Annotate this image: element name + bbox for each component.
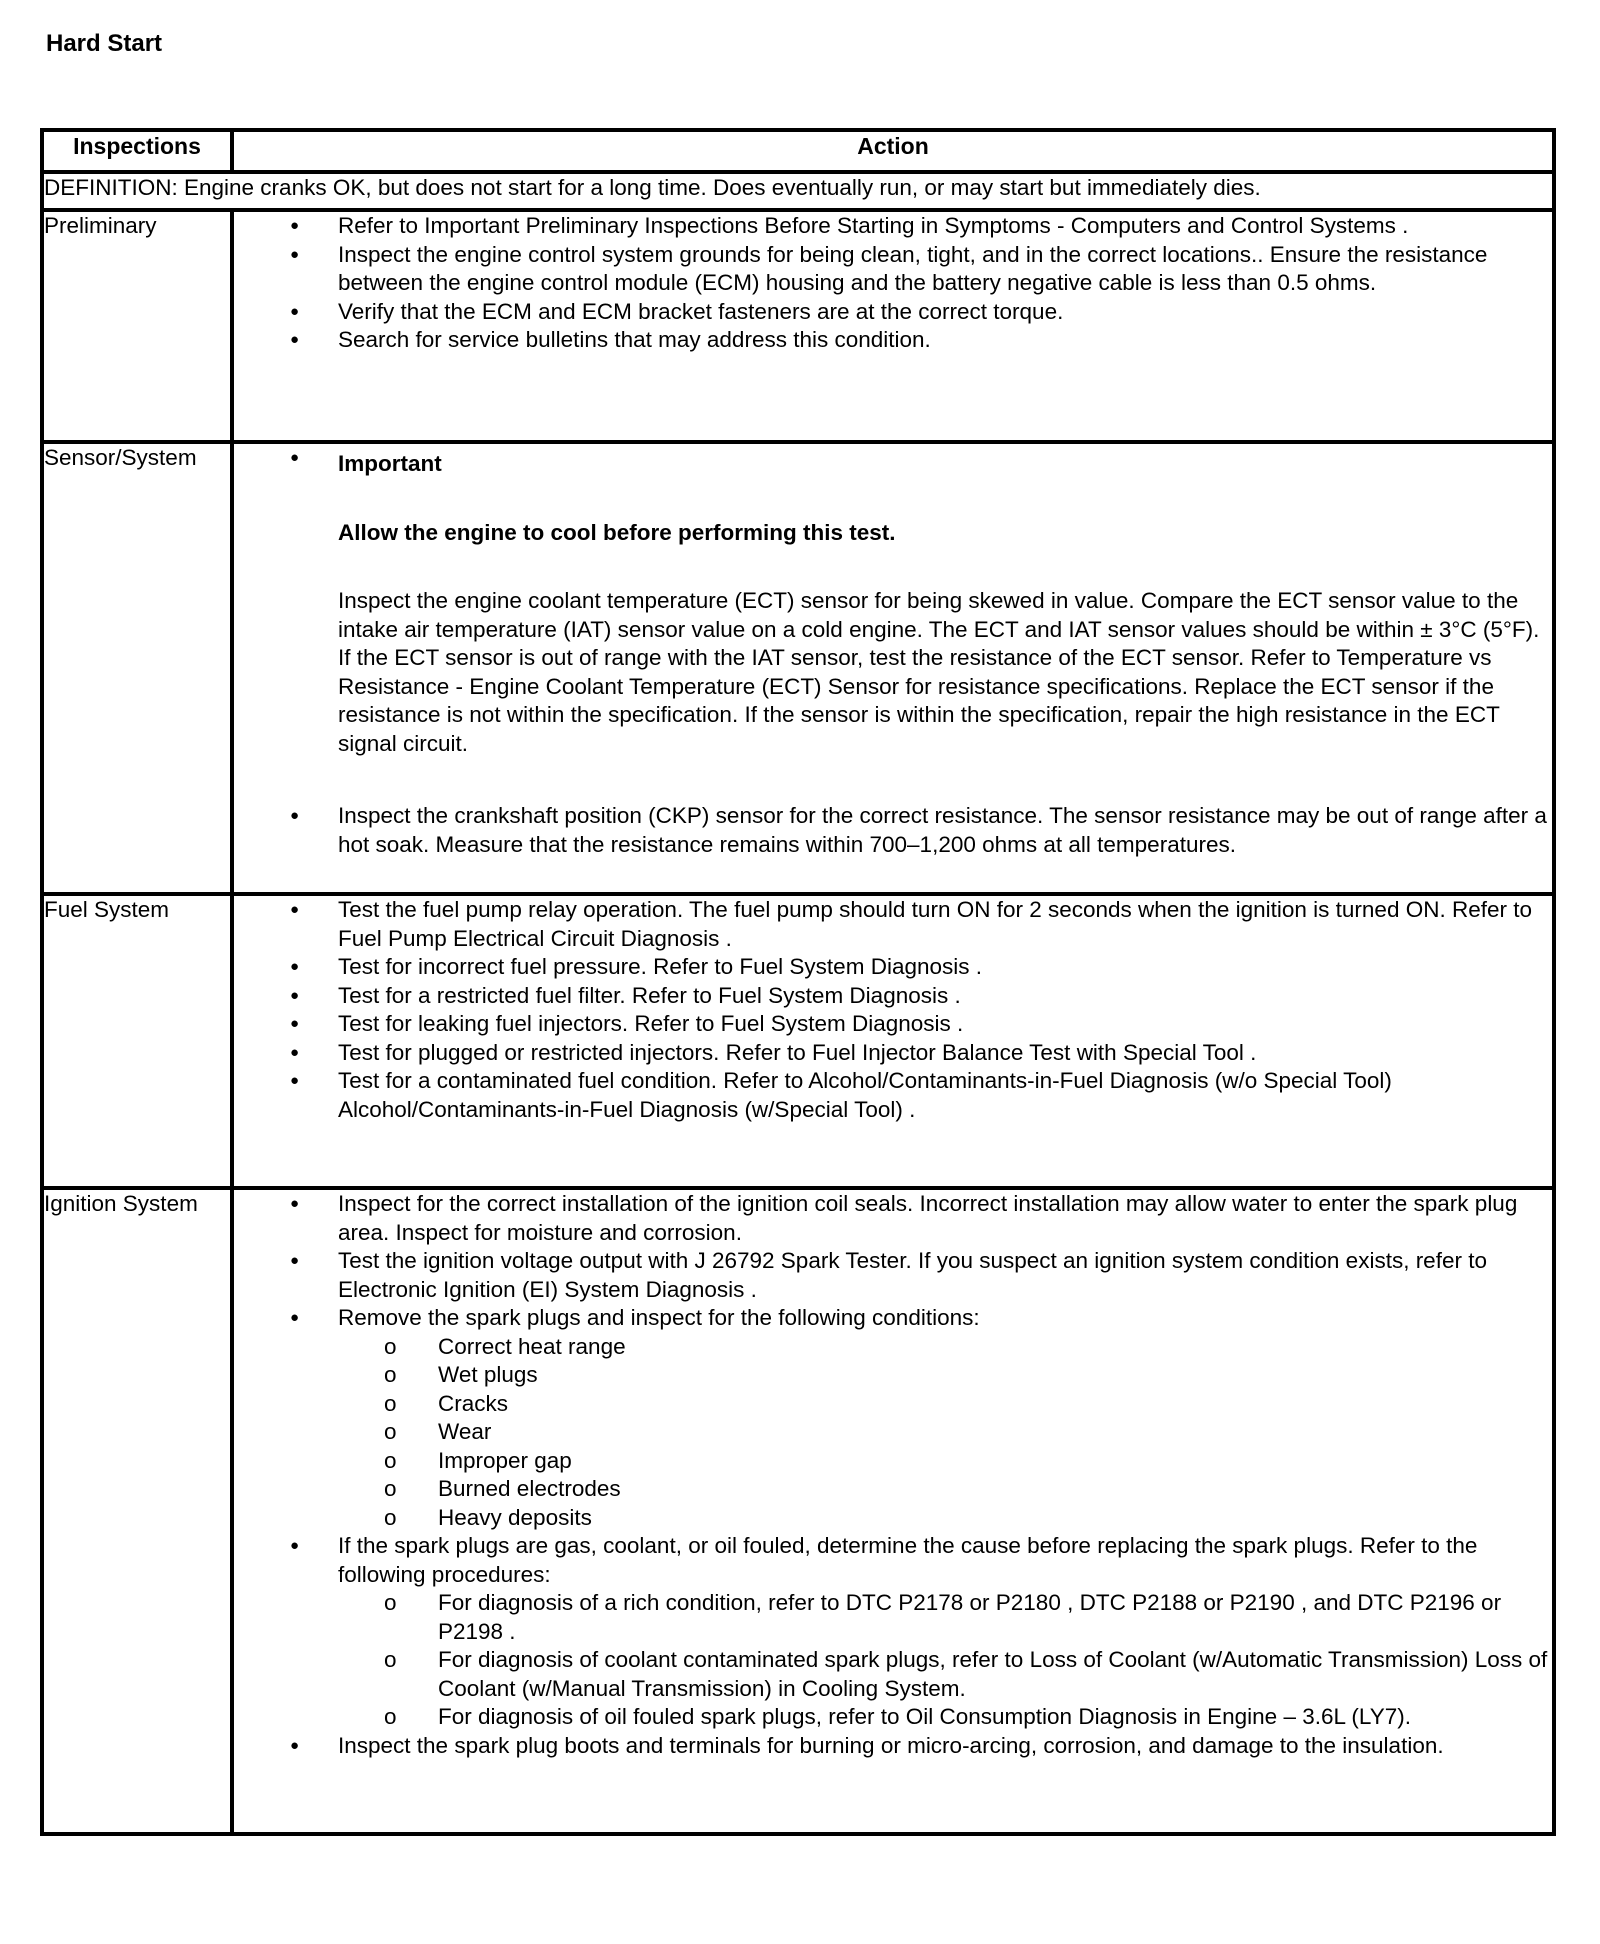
sub-list-item: o Wet plugs	[338, 1361, 1552, 1390]
conditions-sublist	[338, 1333, 1552, 1533]
row-label-sensor-system: Sensor/System	[42, 442, 232, 894]
list-item: ● Test the fuel pump relay operation. The fuel pump should turn ON for 2 seconds when the ignition is turned ON. Refer to Fuel Pump Electrical Circuit Diagnosis .	[234, 896, 1552, 953]
list-item: ● Inspect the crankshaft position (CKP) sensor for the correct resistance. The sensor resistance may be out of range after a hot soak. Measure that the resistance remains within 700–1,200 ohms at all temperatures.	[234, 802, 1552, 859]
list-item: ● Search for service bulletins that may address this condition.	[234, 326, 1552, 355]
list-item: ● Test for a restricted fuel filter. Refer to Fuel System Diagnosis .	[234, 982, 1552, 1011]
list-item-text: ● Remove the spark plugs and inspect for the following conditions:	[338, 1305, 980, 1330]
row-actions-ignition-system	[232, 1188, 1554, 1834]
table-row-sensor-system	[42, 442, 1554, 894]
list-item: ● Inspect for the correct installation of the ignition coil seals. Incorrect installation may allow water to enter the spark plug area. Inspect for moisture and corrosion.	[234, 1190, 1552, 1247]
header-inspections: Inspections	[42, 130, 232, 172]
preliminary-list	[234, 212, 1552, 355]
important-note: Allow the engine to cool before performing this test.	[338, 519, 896, 545]
list-item: ● Verify that the ECM and ECM bracket fasteners are at the correct torque.	[234, 298, 1552, 327]
row-label-fuel-system: Fuel System	[42, 894, 232, 1188]
sub-list-item: o Cracks	[338, 1390, 1552, 1419]
list-item	[234, 444, 1552, 802]
definition-text: DEFINITION: Engine cranks OK, but does not start for a long time. Does eventually run, or may start but immediately dies.	[42, 172, 1554, 210]
sub-list-item: o Improper gap	[338, 1447, 1552, 1476]
table-row-preliminary	[42, 210, 1554, 442]
list-item: ● Test for leaking fuel injectors. Refer to Fuel System Diagnosis .	[234, 1010, 1552, 1039]
table-row-fuel-system	[42, 894, 1554, 1188]
list-item: ● Test for plugged or restricted injectors. Refer to Fuel Injector Balance Test with Special Tool .	[234, 1039, 1552, 1068]
list-item: ● Inspect the spark plug boots and terminals for burning or micro-arcing, corrosion, and damage to the insulation.	[234, 1732, 1552, 1761]
sub-list-item: o For diagnosis of coolant contaminated spark plugs, refer to Loss of Coolant (w/Automatic Transmission) Loss of Coolant (w/Manual Transmission) in Cooling System.	[338, 1646, 1552, 1703]
sensor-list	[234, 444, 1552, 859]
list-item: ● Test for a contaminated fuel condition. Refer to Alcohol/Contaminants-in-Fuel Diagnosis (w/o Special Tool) Alcohol/Contaminants-in-Fuel Diagnosis (w/Special Tool) .	[234, 1067, 1552, 1124]
list-item	[234, 1304, 1552, 1532]
sub-list-item: o Burned electrodes	[338, 1475, 1552, 1504]
procedures-sublist	[338, 1589, 1552, 1732]
list-item	[234, 1532, 1552, 1732]
list-item: ● Test for incorrect fuel pressure. Refer to Fuel System Diagnosis .	[234, 953, 1552, 982]
list-item: ● Inspect the engine control system grounds for being clean, tight, and in the correct locations.. Ensure the resistance between the engine control module (ECM) housing and the battery negative cable is less than 0.5 ohms.	[234, 241, 1552, 298]
page-title: Hard Start	[46, 30, 163, 57]
row-label-preliminary: Preliminary	[42, 210, 232, 442]
sub-list-item: o Wear	[338, 1418, 1552, 1447]
list-item: ● Refer to Important Preliminary Inspections Before Starting in Symptoms - Computers and Control Systems .	[234, 212, 1552, 241]
sub-list-item: o For diagnosis of a rich condition, refer to DTC P2178 or P2180 , DTC P2188 or P2190 , and DTC P2196 or P2198 .	[338, 1589, 1552, 1646]
diagnosis-table	[40, 128, 1556, 1836]
table-row-ignition-system	[42, 1188, 1554, 1834]
definition-row	[42, 172, 1554, 210]
important-label: ● Important	[338, 451, 442, 476]
row-actions-preliminary	[232, 210, 1554, 442]
sub-list-item: o Correct heat range	[338, 1333, 1552, 1362]
ect-inspection-text: Inspect the engine coolant temperature (ECT) sensor for being skewed in value. Compare the ECT sensor value to the intake air temperature (IAT) sensor value on a cold engine. The ECT and IAT sensor values should be within ± 3°C (5°F). If the ECT sensor is out of range with the IAT sensor, test the resistance of the ECT sensor. Refer to Temperature vs Resistance - Engine Coolant Temperature (ECT) Sensor for resistance specifications. Replace the ECT sensor if the resistance is not within the specification. If the sensor is within the specification, repair the high resistance in the ECT signal circuit.	[338, 588, 1540, 756]
row-actions-fuel-system	[232, 894, 1554, 1188]
row-actions-sensor-system	[232, 442, 1554, 894]
list-item: ● Test the ignition voltage output with J 26792 Spark Tester. If you suspect an ignition system condition exists, refer to Electronic Ignition (EI) System Diagnosis .	[234, 1247, 1552, 1304]
sub-list-item: o Heavy deposits	[338, 1504, 1552, 1533]
header-row	[42, 130, 1554, 172]
sub-list-item: o For diagnosis of oil fouled spark plugs, refer to Oil Consumption Diagnosis in Engine – 3.6L (LY7).	[338, 1703, 1552, 1732]
row-label-ignition-system: Ignition System	[42, 1188, 232, 1834]
fuel-list	[234, 896, 1552, 1124]
list-item-text: ● If the spark plugs are gas, coolant, or oil fouled, determine the cause before replacing the spark plugs. Refer to the following procedures:	[338, 1533, 1478, 1587]
header-action: Action	[232, 130, 1554, 172]
ignition-list	[234, 1190, 1552, 1760]
